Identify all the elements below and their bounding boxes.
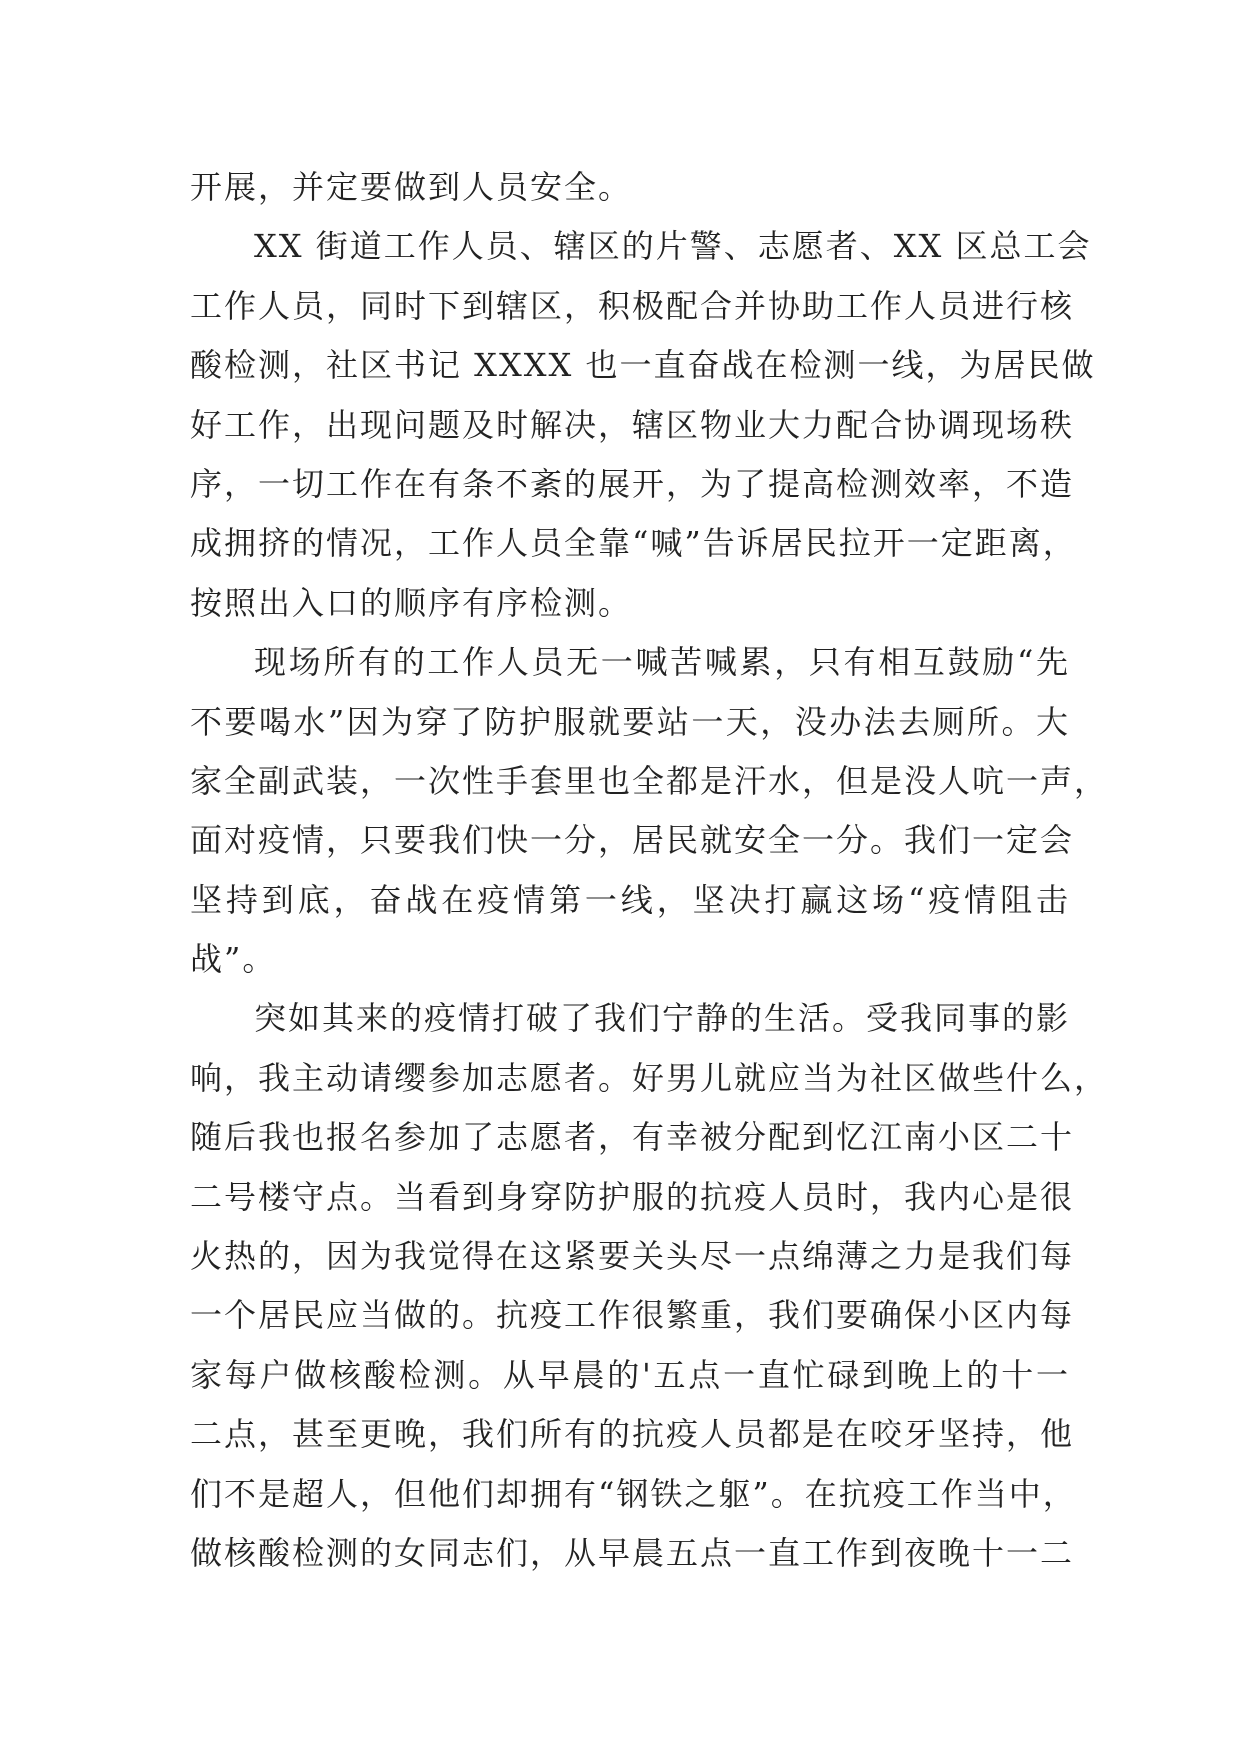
text-line: 一个居民应当做的。抗疫工作很繁重，我们要确保小区内每 <box>190 1296 1075 1335</box>
body-text <box>190 158 1109 1583</box>
text-line: 火热的，因为我觉得在这紧要关头尽一点绵薄之力是我们每 <box>190 1237 1075 1276</box>
text-line: XX 街道工作人员、辖区的片警、志愿者、XX 区总工会 <box>254 227 1092 266</box>
text-line: 现场所有的工作人员无一喊苦喊累，只有相互鼓励“先 <box>254 643 1070 682</box>
text-line: 酸检测，社区书记 XXXX 也一直奋战在检测一线，为居民做 <box>190 346 1096 385</box>
text-line: 序，一切工作在有条不紊的展开，为了提高检测效率，不造 <box>190 464 1075 503</box>
text-line: 按照出入口的顺序有序检测。 <box>190 583 633 622</box>
text-line: 家每户做核酸检测。从早晨的'五点一直忙碌到晚上的十一 <box>190 1355 1070 1394</box>
text-line: 家全副武装，一次性手套里也全都是汗水，但是没人吭一声， <box>190 761 1109 800</box>
paragraph <box>190 633 1109 989</box>
text-line: 二点，甚至更晚，我们所有的抗疫人员都是在咬牙坚持，他 <box>190 1415 1075 1454</box>
text-line: 突如其来的疫情打破了我们宁静的生活。受我同事的影 <box>254 999 1071 1038</box>
text-line: 不要喝水”因为穿了防护服就要站一天，没办法去厕所。大 <box>190 702 1070 741</box>
text-line: 开展，并定要做到人员安全。 <box>190 168 633 206</box>
text-line: 战”。 <box>190 940 277 979</box>
text-line: 工作人员，同时下到辖区，积极配合并协助工作人员进行核 <box>190 286 1075 325</box>
text-line: 做核酸检测的女同志们，从早晨五点一直工作到夜晚十一二 <box>190 1533 1075 1572</box>
paragraph <box>190 158 1070 217</box>
text-line: 好工作，出现问题及时解决，辖区物业大力配合协调现场秩 <box>190 405 1075 444</box>
text-line: 响，我主动请缨参加志愿者。好男儿就应当为社区做些什么， <box>190 1058 1109 1097</box>
text-line: 坚持到底，奋战在疫情第一线，坚决打赢这场“疫情阻击 <box>190 880 1070 919</box>
text-line: 们不是超人，但他们却拥有“钢铁之躯”。在抗疫工作当中， <box>190 1474 1077 1513</box>
text-line: 随后我也报名参加了志愿者，有幸被分配到忆江南小区二十 <box>190 1118 1075 1157</box>
text-line: 二号楼守点。当看到身穿防护服的抗疫人员时，我内心是很 <box>190 1177 1075 1216</box>
text-line: 成拥挤的情况，工作人员全靠“喊”告诉居民拉开一定距离， <box>190 524 1077 563</box>
text-line: 面对疫情，只要我们快一分，居民就安全一分。我们一定会 <box>190 821 1075 860</box>
paragraph <box>190 989 1109 1583</box>
paragraph <box>190 217 1096 633</box>
